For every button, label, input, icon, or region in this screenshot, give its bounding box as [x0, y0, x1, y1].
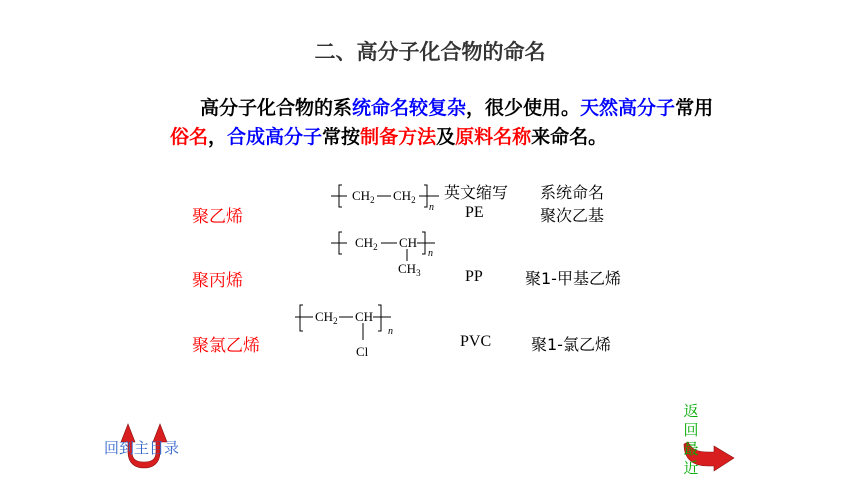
abbr-pvc: PVC	[460, 333, 492, 350]
common-name-pe: 聚乙烯	[192, 207, 243, 227]
home-nav-label[interactable]: 回到主目录	[104, 439, 180, 457]
formula-polypropylene	[325, 228, 450, 278]
svg-text:n: n	[429, 202, 434, 213]
page-title: 二、高分子化合物的命名	[314, 40, 546, 64]
svg-text:Cl: Cl	[356, 344, 369, 359]
svg-text:CH: CH	[399, 235, 418, 250]
para-seg8: 合成高分子	[227, 126, 323, 148]
svg-text:CH2: $CH_2$	[393, 188, 416, 205]
svg-text:n: n	[388, 326, 393, 337]
para-seg9: 常按	[322, 126, 361, 148]
para-seg1: 高分子化合物的系	[200, 97, 353, 119]
formula-polyvinyl-chloride	[293, 300, 418, 362]
svg-text:CH2: $CH_2$	[315, 309, 338, 326]
home-nav-button[interactable]	[104, 418, 196, 470]
svg-text:CH: CH	[355, 309, 374, 324]
system-name-pvc: 聚1-氯乙烯	[531, 335, 611, 354]
header-system-name: 系统命名	[540, 183, 605, 202]
back-nav-button[interactable]	[680, 400, 740, 480]
para-seg13: 来命名。	[531, 126, 608, 148]
svg-text:CH3: $CH_3$	[398, 261, 421, 278]
para-seg3: ，很少使用。	[466, 97, 581, 119]
para-seg10: 制备方法	[360, 126, 437, 148]
abbr-pp: PP	[465, 268, 483, 285]
svg-text:n: n	[428, 248, 433, 259]
para-seg6: 俗名	[170, 126, 209, 148]
para-seg2: 统命名较复杂	[352, 97, 467, 119]
back-nav-label[interactable]: 返回最近	[683, 402, 699, 477]
para-seg12: 原料名称	[455, 126, 532, 148]
intro-paragraph	[170, 94, 730, 152]
system-name-pp: 聚1-甲基乙烯	[525, 269, 621, 288]
abbr-pe: PE	[465, 204, 484, 221]
para-seg7: ，	[208, 126, 228, 148]
svg-text:CH2: $CH_2$	[355, 235, 378, 252]
common-name-pp: 聚丙烯	[192, 271, 243, 291]
para-seg4: 天然高分子	[580, 97, 676, 119]
system-name-pe: 聚次乙基	[540, 206, 605, 225]
common-name-pvc: 聚氯乙烯	[192, 336, 260, 356]
para-seg5: 常用	[675, 97, 714, 119]
header-abbr: 英文缩写	[444, 183, 509, 202]
formula-polyethylene	[325, 178, 450, 214]
svg-text:CH2: $CH_2$	[352, 188, 375, 205]
para-seg11: 及	[436, 126, 456, 148]
